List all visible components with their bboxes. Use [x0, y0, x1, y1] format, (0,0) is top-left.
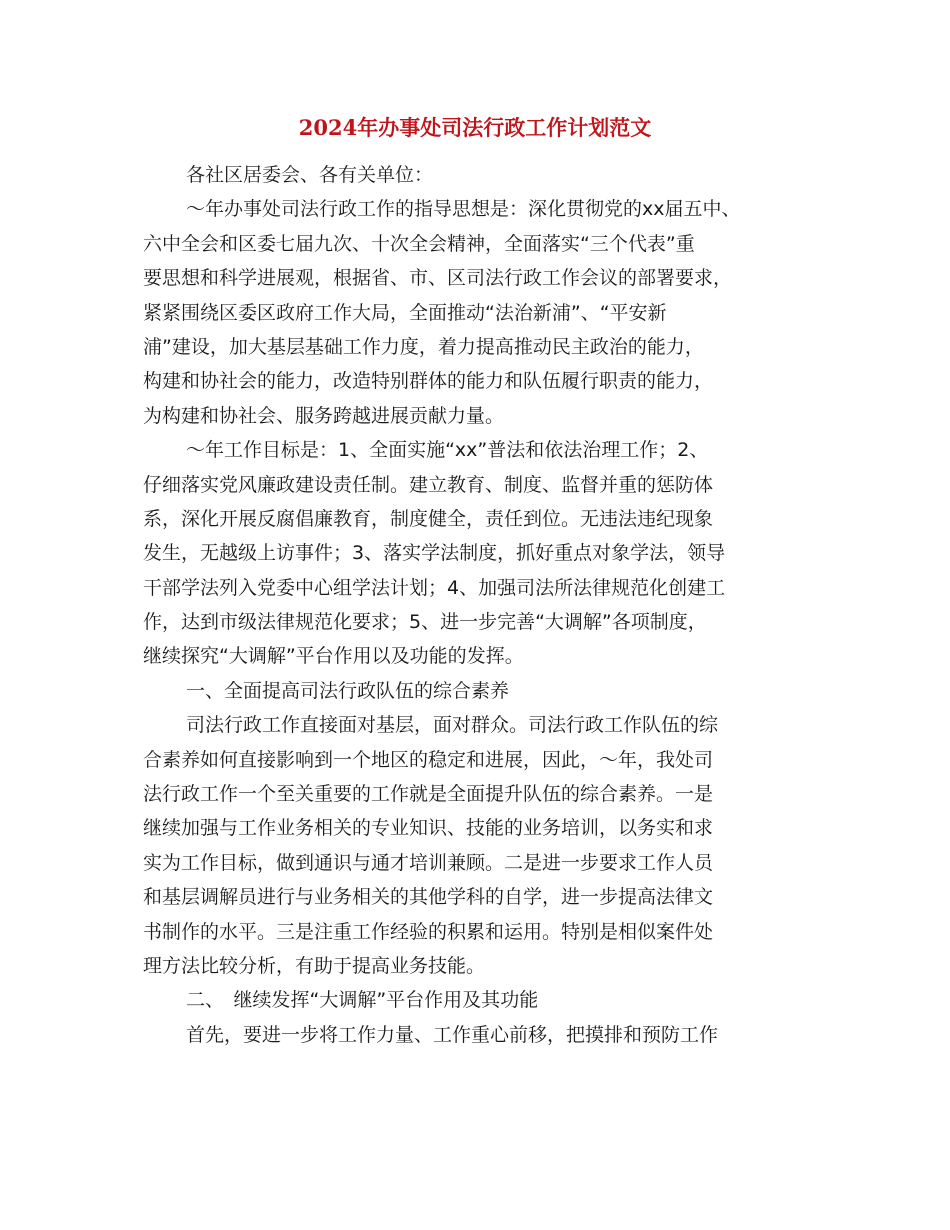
body-line: 干部学法列入党委中心组学法计划；4、加强司法所法律规范化创建工	[143, 576, 726, 599]
document-title: 2024年办事处司法行政工作计划范文	[298, 115, 652, 140]
body-line: 为构建和协社会、服务跨越进展贡献力量。	[143, 404, 505, 427]
body-line: 二、 继续发挥“大调解”平台作用及其功能	[186, 989, 539, 1012]
document-body	[143, 158, 813, 1052]
body-line: 实为工作目标，做到通识与通才培训兼顾。二是进一步要求工作人员	[143, 851, 714, 874]
body-line: 继续探究“大调解”平台作用以及功能的发挥。	[143, 645, 524, 668]
body-line: 首先，要进一步将工作力量、工作重心前移，把摸排和预防工作	[186, 1023, 719, 1046]
body-line: 法行政工作一个至关重要的工作就是全面提升队伍的综合素养。一是	[143, 783, 714, 806]
body-line: 六中全会和区委七届九次、十次全会精神，全面落实“三个代表”重	[143, 232, 695, 255]
body-line: ～年办事处司法行政工作的指导思想是：深化贯彻党的xx届五中、	[186, 198, 741, 221]
body-line: 系，深化开展反腐倡廉教育，制度健全，责任到位。无违法违纪现象	[143, 507, 714, 530]
body-line: 合素养如何直接影响到一个地区的稳定和进展，因此，～年，我处司	[143, 748, 714, 771]
body-line: 作，达到市级法律规范化要求；5、进一步完善“大调解”各项制度，	[143, 611, 707, 634]
body-line: 浦”建设，加大基层基础工作力度，着力提高推动民主政治的能力，	[143, 335, 704, 358]
body-line: ～年工作目标是：1、全面实施“xx”普法和依法治理工作；2、	[186, 439, 709, 462]
body-line: 紧紧围绕区委区政府工作大局，全面推动“法治新浦”、“平安新	[143, 301, 667, 324]
body-line: 理方法比较分析，有助于提高业务技能。	[143, 954, 486, 977]
body-line: 和基层调解员进行与业务相关的其他学科的自学，进一步提高法律文	[143, 886, 714, 909]
body-line: 构建和协社会的能力，改造特别群体的能力和队伍履行职责的能力，	[143, 370, 714, 393]
body-line: 发生，无越级上访事件；3、落实学法制度，抓好重点对象学法，领导	[143, 542, 726, 565]
body-line: 要思想和科学进展观，根据省、市、区司法行政工作会议的部署要求，	[143, 267, 733, 290]
body-line: 一、全面提高司法行政队伍的综合素养	[186, 679, 510, 702]
body-line: 继续加强与工作业务相关的专业知识、技能的业务培训，以务实和求	[143, 817, 714, 840]
body-line: 司法行政工作直接面对基层，面对群众。司法行政工作队伍的综	[186, 714, 719, 737]
body-line: 仔细落实党风廉政建设责任制。建立教育、制度、监督并重的惩防体	[143, 473, 714, 496]
body-line: 各社区居委会、各有关单位：	[186, 164, 434, 186]
body-line: 书制作的水平。三是注重工作经验的积累和运用。特别是相似案件处	[143, 920, 714, 943]
